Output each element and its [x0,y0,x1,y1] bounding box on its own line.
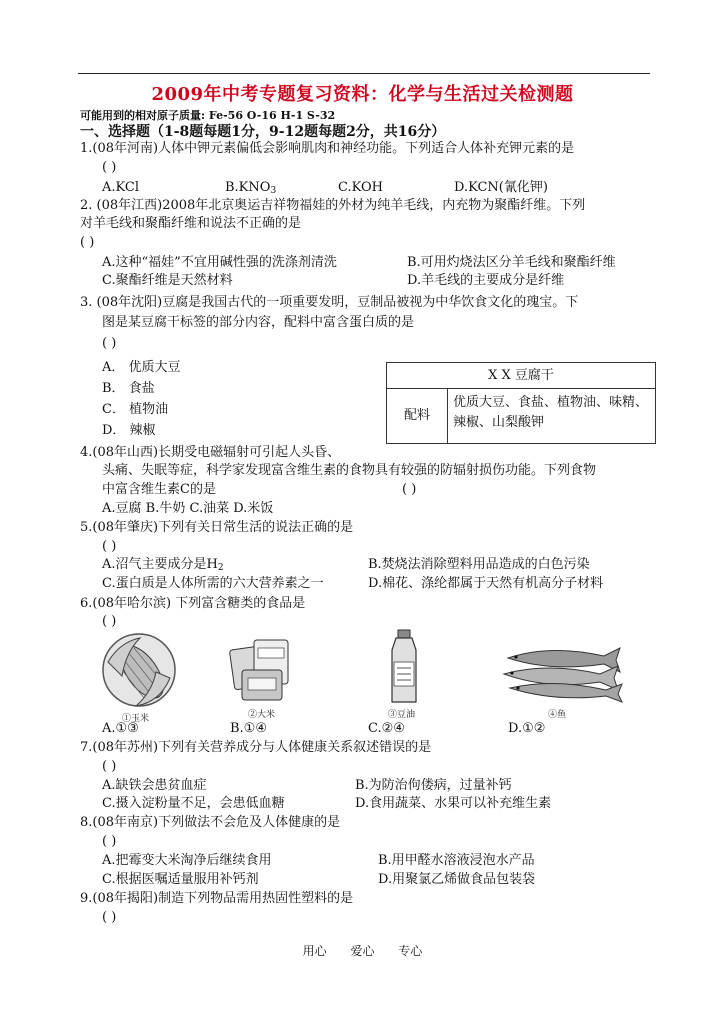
q4-stem-line1: 4.(08年山西)长期受电磁辐射可引起人头昏、 [80,445,341,460]
q7-paren: ( ) [102,759,117,774]
q6-option-c: C.②④ [368,721,405,736]
q3-option-c: C． 植物油 [102,402,169,417]
q6-caption-2: ②大米 [248,710,276,720]
q4-stem-line3: 中富含维生素C的是 [102,482,216,497]
q3-option-b: B． 食盐 [102,381,155,396]
q8-option-d: D.用聚氯乙烯做食品包装袋 [378,872,536,887]
q6-option-b: B.①④ [230,721,267,736]
q5-option-c: C.蛋白质是人体所需的六大营养素之一 [102,576,324,591]
label-title: X X 豆腐干 [387,363,655,389]
q3-stem-line2: 图是某豆腐干标签的部分内容，配料中富含蛋白质的是 [102,315,415,330]
q5-stem: 5.(08年肇庆)下列有关日常生活的说法正确的是 [80,520,354,535]
q1-option-b: $B.KNO_3$ [225,180,277,196]
q4-paren: ( ) [402,482,417,497]
q1-option-c: C.KOH [338,180,383,195]
q8-option-a: A.把霉变大米淘净后继续食用 [102,853,272,868]
q9-paren: ( ) [102,910,117,925]
q9-stem: 9.(08年揭阳)制造下列物品需用热固性塑料的是 [80,891,354,906]
q4-stem-line2: 头痛、失眠等症，科学家发现富含维生素的食物具有较强的防辐射损伤功能。下列食物 [102,463,597,478]
q5-option-a: A.沼气主要成分是$H_2$ [102,557,224,573]
q7-option-a: A.缺铁会患贫血症 [102,778,207,793]
q2-option-a: A.这种“福娃”不宜用碱性强的洗涤剂清洗 [102,255,337,270]
q8-paren: ( ) [102,834,117,849]
label-ingredients: 优质大豆、食盐、植物油、味精、辣椒、山梨酸钾 [453,395,649,430]
q5-option-b: B.焚烧法消除塑料用品造成的白色污染 [368,557,590,572]
q2-option-d: D.羊毛线的主要成分是纤维 [407,273,565,288]
q6-option-a: A.①③ [102,721,139,736]
q3-stem-line1: 3. (08年沈阳)豆腐是我国古代的一项重要发明，豆制品被视为中华饮食文化的瑰宝。下 [80,295,579,310]
q6-paren: ( ) [102,614,117,629]
fish-image [500,642,624,704]
rice-bags-image [228,636,300,704]
q6-caption-1: ①玉米 [122,714,150,724]
header-rule [78,73,650,74]
q2-option-c: C.聚酯纤维是天然材料 [102,273,233,288]
q3-option-d: D． 辣椒 [102,423,156,438]
section-heading: 一、选择题（1-8题每题1分，9-12题每题2分，共16分） [80,124,446,140]
q3-option-a: A． 优质大豆 [102,360,181,375]
corn-image [100,632,178,710]
q2-stem-line1: 2. (08年江西)2008年北京奥运吉祥物福娃的外材为纯羊毛线，内充物为聚酯纤维。下列 [80,198,586,213]
q1-paren: ( ) [102,160,117,175]
q1-option-a: A.KCl [102,180,139,195]
label-key: 配料 [387,389,448,443]
q2-stem-line2: 对羊毛线和聚酯纤维和说法不正确的是 [80,216,302,231]
q1-option-d: D.KCN(氰化钾) [454,180,548,195]
q7-option-d: D.食用蔬菜、水果可以补充维生素 [355,796,552,811]
q8-option-b: B.用甲醛水溶液浸泡水产品 [378,853,535,868]
q3-paren: ( ) [102,336,117,351]
q5-option-d: D.棉花、涤纶都属于天然有机高分子材料 [368,576,604,591]
tofu-label-table [386,362,656,444]
q6-option-d: D.①② [508,721,546,736]
q8-option-c: C.根据医嘱适量服用补钙剂 [102,872,259,887]
q7-option-b: B.为防治佝偻病，过量补钙 [355,778,512,793]
q7-option-c: C.摄入淀粉量不足，会患低血糖 [102,796,285,811]
page-title: 2009年中考专题复习资料：化学与生活过关检测题 [151,84,574,105]
q4-options: A.豆腐 B.牛奶 C.油菜 D.米饭 [102,501,274,516]
q6-caption-3: ③豆油 [388,710,416,720]
q2-paren: ( ) [80,235,95,250]
atomic-masses-note: 可能用到的相对原子质量: Fe-56 O-16 H-1 S-32 [80,109,336,122]
soybean-oil-bottle-image [386,628,422,706]
q7-stem: 7.(08年苏州)下列有关营养成分与人体健康关系叙述错误的是 [80,740,432,755]
q5-paren: ( ) [102,539,117,554]
q1-stem: 1.(08年河南)人体中钾元素偏低会影响肌肉和神经功能。下列适合人体补充钾元素的是 [80,141,575,156]
q2-option-b: B.可用灼烧法区分羊毛线和聚酯纤维 [407,255,616,270]
q6-stem: 6.(08年哈尔滨) 下列富含糖类的食品是 [80,596,306,611]
q6-caption-4: ④鱼 [548,710,567,720]
page-footer: 用心 爱心 专心 [302,944,423,958]
q8-stem: 8.(08年南京)下列做法不会危及人体健康的是 [80,815,341,830]
